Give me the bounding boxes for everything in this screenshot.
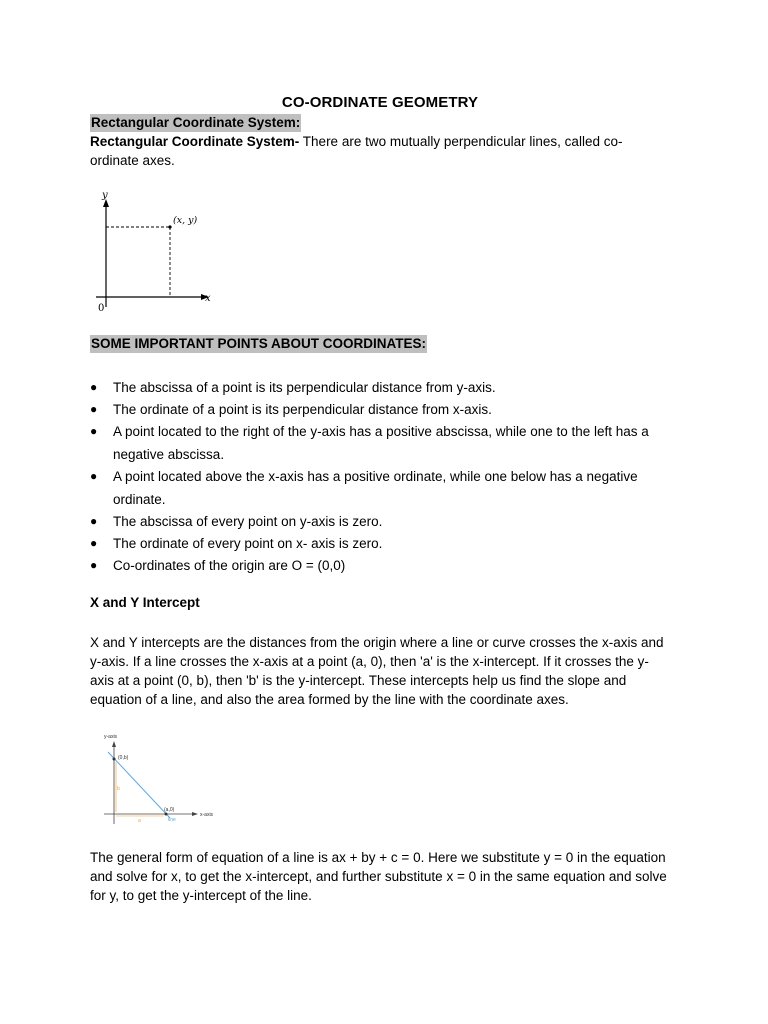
list-item: ● A point located to the right of the y-axis has a positive abscissa, while one to the left has a negative abscissa.: [90, 424, 649, 462]
list-item: ● The ordinate of a point is its perpendicular distance from x-axis.: [90, 402, 492, 417]
section-heading-points: SOME IMPORTANT POINTS ABOUT COORDINATES:: [91, 336, 426, 351]
definition-term: Rectangular Coordinate System-: [90, 134, 300, 149]
list-item: ● A point located above the x-axis has a positive ordinate, while one below has a negative ordinate.: [90, 469, 638, 507]
intercepts-figure: [98, 732, 220, 830]
fig2-intercept-line: [108, 752, 170, 818]
list-item: ● The abscissa of a point is its perpendicular distance from y-axis.: [90, 380, 496, 395]
fig2-a-label: a: [138, 818, 141, 824]
section-rectangular-heading-wrap: [90, 114, 670, 132]
list-item: ● The abscissa of every point on y-axis is zero.: [90, 514, 383, 529]
fig1-x-label: x: [205, 293, 211, 304]
fig1-origin-label: 0: [98, 303, 105, 314]
section-heading-rectangular: Rectangular Coordinate System:: [91, 115, 301, 130]
document-page: [90, 94, 670, 905]
list-item: ● Co-ordinates of the origin are O = (0,0): [90, 558, 346, 573]
fig2-x-axis-label: x-axis: [200, 812, 214, 818]
fig2-point-a-label: (a,0): [164, 807, 175, 813]
section-points-heading-wrap: [90, 335, 670, 353]
page-title: CO-ORDINATE GEOMETRY: [281, 94, 479, 111]
fig1-point-label: (x, y): [173, 215, 198, 226]
general-form-paragraph: The general form of equation of a line is ax + by + c = 0. Here we substitute y = 0 in the equation and solve for x, to get the x-intercept, and further substitute x = 0 in the same equation and solve for y, to get the y-intercept of the line.: [90, 850, 667, 903]
rectangular-definition: [90, 132, 670, 170]
fig2-b-label: b: [117, 786, 120, 792]
fig2-x-arrow: [192, 812, 198, 816]
coordinate-point-figure: [92, 191, 217, 316]
points-list: [90, 376, 670, 577]
fig2-point-b: [113, 758, 116, 761]
fig2-y-axis-label: y-axis: [104, 734, 118, 740]
section-heading-intercepts: X and Y Intercept: [90, 595, 200, 610]
list-item: ● The ordinate of every point on x- axis is zero.: [90, 536, 383, 551]
fig2-line-label: line: [168, 817, 176, 823]
definition-text: There are two mutually perpendicular lines, called co-ordinate axes.: [90, 134, 623, 168]
intercepts-paragraph: X and Y intercepts are the distances from the origin where a line or curve crosses the x-axis and y-axis. If a line crosses the x-axis at a point (a, 0), then 'a' is the x-intercept. If it crosses the y-axis at a point (0, b), then 'b' is the y-intercept. These intercepts help us find the slope and equation of a line, and also the area formed by the line with the coordinate axes.: [90, 635, 664, 707]
fig1-point: [168, 225, 171, 228]
fig1-y-label: y: [102, 191, 108, 201]
fig2-y-arrow: [112, 741, 116, 747]
fig2-point-b-label: (0,b): [118, 755, 129, 761]
